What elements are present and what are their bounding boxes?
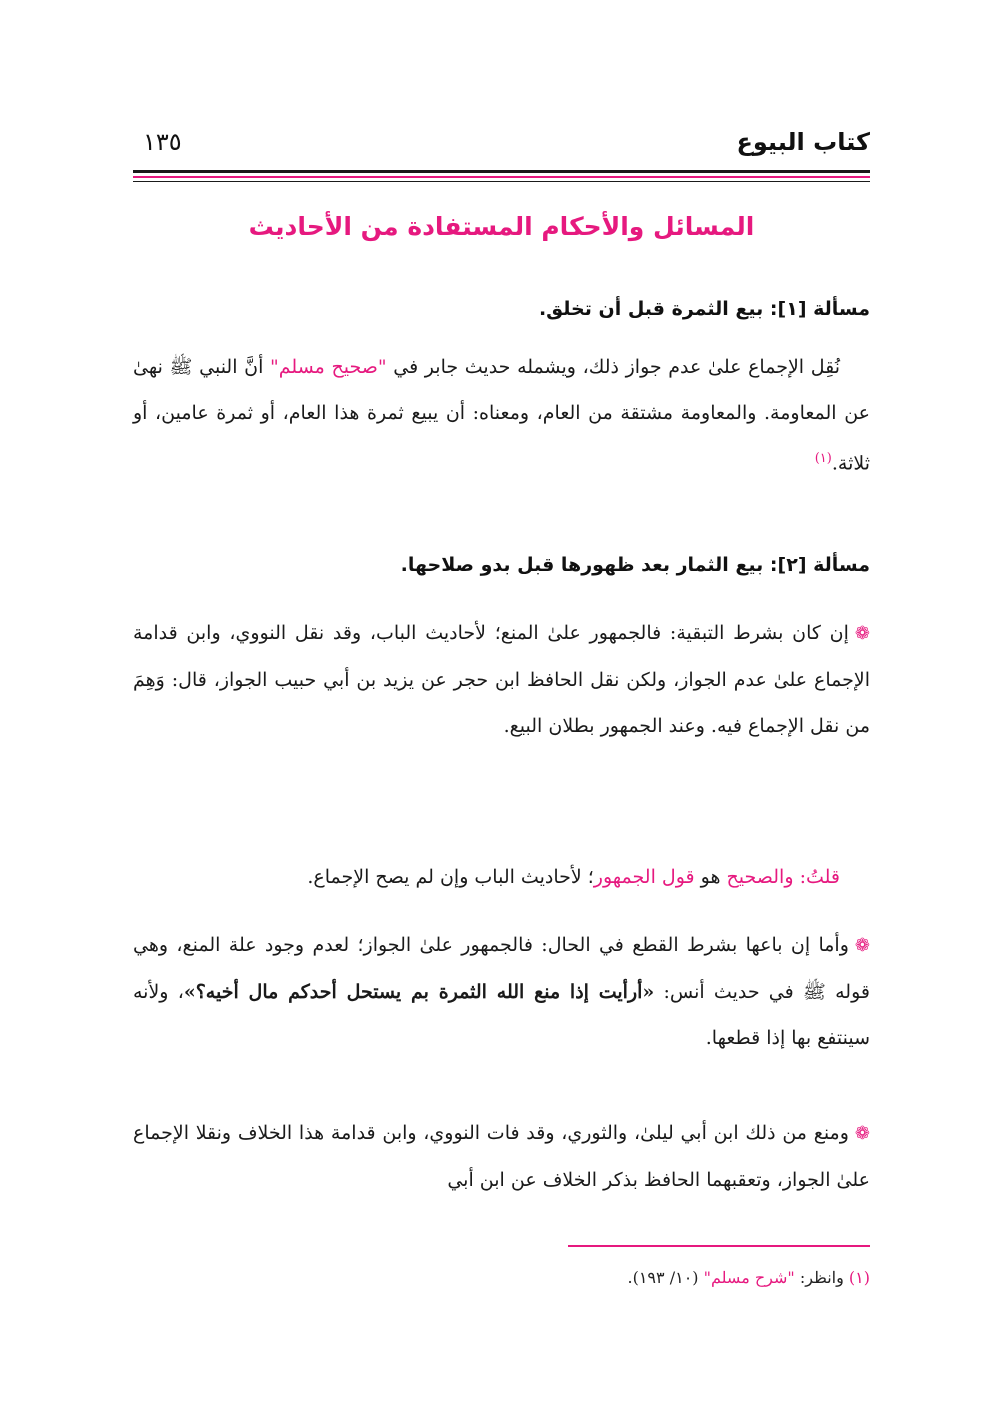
footnote-ref-1[interactable]: (١) — [814, 451, 832, 466]
footnote-1 — [133, 1268, 870, 1287]
paragraph-1-text-a: نُقِل الإجماع علىٰ عدم جواز ذلك، ويشمله حديث جابر في — [386, 356, 840, 378]
footnote-1-text-a: وانظر: — [794, 1268, 849, 1287]
header-rule-thick — [133, 170, 870, 173]
paragraph-5-text: ومنع من ذلك ابن أبي ليلىٰ، والثوري، وقد فات النووي، وابن قدامة هذا الخلاف ونقلا الإجماع علىٰ الجواز، وتعقبهما الحافظ بذكر الخلاف عن ابن أبي — [133, 1122, 870, 1191]
header-rule-pink — [133, 176, 870, 178]
paragraph-1-text-b: أنَّ النبي ﷺ نهىٰ عن المعاومة. والمعاومة مشتقة من العام، ومعناه: أن يبيع ثمرة هذا العام، أو ثمرة عامين، أو ثلاثة. — [133, 356, 870, 475]
section-title: المسائل والأحكام المستفادة من الأحاديث — [248, 212, 755, 241]
qultu-prefix: قلتُ: — [799, 866, 840, 888]
flower-bullet-icon: ❁ — [854, 1123, 870, 1144]
paragraph-4-text-b: ، ولأنه سينتفع بها إذا قطعها. — [133, 981, 870, 1049]
running-header — [133, 128, 870, 168]
sahih-label: والصحيح — [726, 866, 794, 888]
issue-2-label: مسألة [٢]: — [769, 554, 870, 576]
qawl-jumhur: قول الجمهور — [593, 866, 695, 888]
flower-bullet-icon: ❁ — [854, 935, 870, 956]
issue-2-title: بيع الثمار بعد ظهورها قبل بدو صلاحها. — [400, 554, 764, 576]
paragraph-3-rest: ؛ لأحاديث الباب وإن لم يصح الإجماع. — [307, 866, 594, 888]
issue-1-heading — [133, 298, 870, 320]
page-number: ١٣٥ — [143, 128, 182, 156]
issue-2-heading — [133, 554, 870, 576]
page — [133, 0, 870, 1418]
header-rule-thin — [133, 181, 870, 182]
paragraph-1 — [133, 344, 870, 486]
paragraph-2-text: إن كان بشرط التبقية: فالجمهور علىٰ المنع؛ لأحاديث الباب، وقد نقل النووي، وابن قدامة الإجماع علىٰ عدم الجواز، ولكن نقل الحافظ ابن حجر عن يزيد بن أبي حبيب الجواز، قال: وَهِمَ من نقل الإجماع فيه. وعند الجمهور بطلان البيع. — [133, 622, 870, 737]
footnote-1-text-b: (١٠/ ١٩٣). — [627, 1268, 704, 1287]
issue-1-label: مسألة [١]: — [769, 298, 870, 320]
book-title: كتاب البيوع — [736, 128, 870, 156]
paragraph-3-mid: هو — [694, 866, 727, 888]
sharh-muslim-reference: "شرح مسلم" — [703, 1268, 795, 1287]
paragraph-2 — [133, 610, 870, 749]
hadith-quote: «أرأيت إذا منع الله الثمرة بم يستحل أحدكم مال أخيه؟» — [183, 981, 655, 1003]
flower-bullet-icon: ❁ — [854, 623, 870, 644]
footnote-separator — [568, 1245, 870, 1247]
sahih-muslim-reference: "صحيح مسلم" — [270, 356, 387, 378]
footnote-1-number: (١) — [848, 1268, 870, 1287]
paragraph-5 — [133, 1110, 870, 1203]
paragraph-4-text-a: وأما إن باعها بشرط القطع في الحال: فالجمهور علىٰ الجواز؛ لعدم وجود علة المنع، وهي قوله ﷺ في حديث أنس: — [133, 934, 870, 1003]
issue-1-title: بيع الثمرة قبل أن تخلق. — [538, 298, 764, 320]
paragraph-4 — [133, 922, 870, 1061]
paragraph-3 — [133, 854, 870, 900]
